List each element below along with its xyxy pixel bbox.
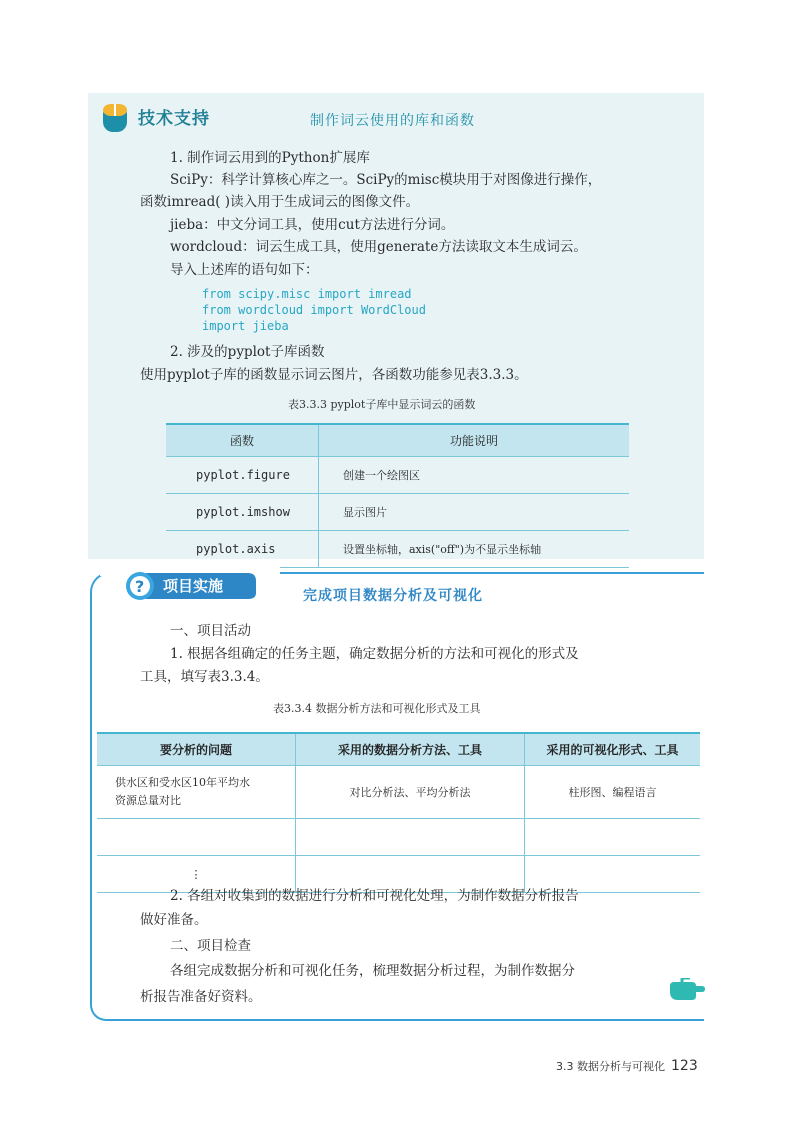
- wordcloud-line: wordcloud：词云生成工具，使用generate方法读取文本生成词云。: [170, 239, 587, 255]
- svg-text:?: ?: [135, 577, 145, 596]
- header-description: 功能说明: [319, 424, 630, 457]
- function-description: 显示图片: [319, 494, 630, 531]
- code-line: import jieba: [202, 319, 289, 333]
- jieba-line: jieba：中文分词工具，使用cut方法进行分词。: [170, 217, 455, 233]
- header-method: 采用的数据分析方法、工具: [296, 733, 525, 766]
- question-cell: [97, 766, 296, 819]
- import-intro: 导入上述库的语句如下：: [170, 262, 319, 278]
- table-row: [166, 531, 629, 568]
- tech-support-title: 制作词云使用的库和函数: [310, 113, 475, 129]
- item1-line-2: 工具，填写表3.3.4。: [140, 669, 269, 685]
- part2-heading: 二、项目检查: [170, 938, 251, 954]
- section1-heading: 1. 制作词云用到的Python扩展库: [170, 150, 370, 166]
- pointing-hand-icon: [668, 978, 706, 1002]
- section2-text: 使用pyplot子库的函数显示词云图片，各函数功能参见表3.3.3。: [140, 367, 528, 383]
- header-question: 要分析的问题: [97, 733, 296, 766]
- check-line-1: 各组完成数据分析和可视化任务，梳理数据分析过程，为制作数据分: [170, 963, 575, 979]
- function-name: pyplot.figure: [166, 457, 319, 494]
- ellipsis-cell: ⋮: [97, 856, 296, 893]
- analysis-methods-table: [97, 732, 700, 893]
- table-3-3-4-caption: 表3.3.4 数据分析方法和可视化形式及工具: [273, 702, 481, 715]
- function-name: pyplot.imshow: [166, 494, 319, 531]
- check-line-2: 析报告准备好资料。: [140, 989, 262, 1005]
- table-header-row: [166, 424, 629, 457]
- question-line-2: 资源总量对比: [115, 794, 181, 807]
- empty-cell: [97, 819, 296, 856]
- table-header-row: [97, 733, 700, 766]
- pyplot-functions-table: [166, 423, 629, 568]
- table-3-3-3-caption: 表3.3.3 pyplot子库中显示词云的函数: [288, 398, 476, 411]
- scipy-line-1: SciPy：科学计算核心库之一。SciPy的misc模块用于对图像进行操作，: [170, 172, 602, 188]
- header-visualization: 采用的可视化形式、工具: [525, 733, 701, 766]
- function-description: 创建一个绘图区: [319, 457, 630, 494]
- visualization-cell: 柱形图、编程语言: [525, 766, 701, 819]
- function-name: pyplot.axis: [166, 531, 319, 568]
- function-description: 设置坐标轴，axis("off")为不显示坐标轴: [319, 531, 630, 568]
- item2-line-2: 做好准备。: [140, 912, 208, 928]
- footer-section: 3.3 数据分析与可视化: [556, 1060, 665, 1073]
- question-line-1: 供水区和受水区10年平均水: [115, 776, 250, 789]
- scipy-line-2: 函数imread( )读入用于生成词云的图像文件。: [140, 194, 420, 210]
- code-line: from scipy.misc import imread: [202, 287, 412, 301]
- project-label: 项目实施: [163, 577, 224, 595]
- method-cell: 对比分析法、平均分析法: [296, 766, 525, 819]
- section2-heading: 2. 涉及的pyplot子库函数: [170, 344, 325, 360]
- tech-support-icon: [102, 102, 128, 134]
- project-title: 完成项目数据分析及可视化: [303, 588, 483, 604]
- table-row: [97, 766, 700, 819]
- item1-line-1: 1. 根据各组确定的任务主题，确定数据分析的方法和可视化的形式及: [170, 646, 579, 662]
- page-number: 123: [671, 1058, 698, 1074]
- table-row: [166, 494, 629, 531]
- table-row: [97, 819, 700, 856]
- page-footer: [556, 1058, 698, 1074]
- part1-heading: 一、项目活动: [170, 623, 251, 639]
- table-row: [166, 457, 629, 494]
- empty-cell: [296, 819, 525, 856]
- empty-cell: [525, 819, 701, 856]
- code-line: from wordcloud import WordCloud: [202, 303, 426, 317]
- item2-line-1: 2. 各组对收集到的数据进行分析和可视化处理，为制作数据分析报告: [170, 888, 579, 904]
- header-function: 函数: [166, 424, 319, 457]
- tech-support-label: 技术支持: [138, 109, 210, 129]
